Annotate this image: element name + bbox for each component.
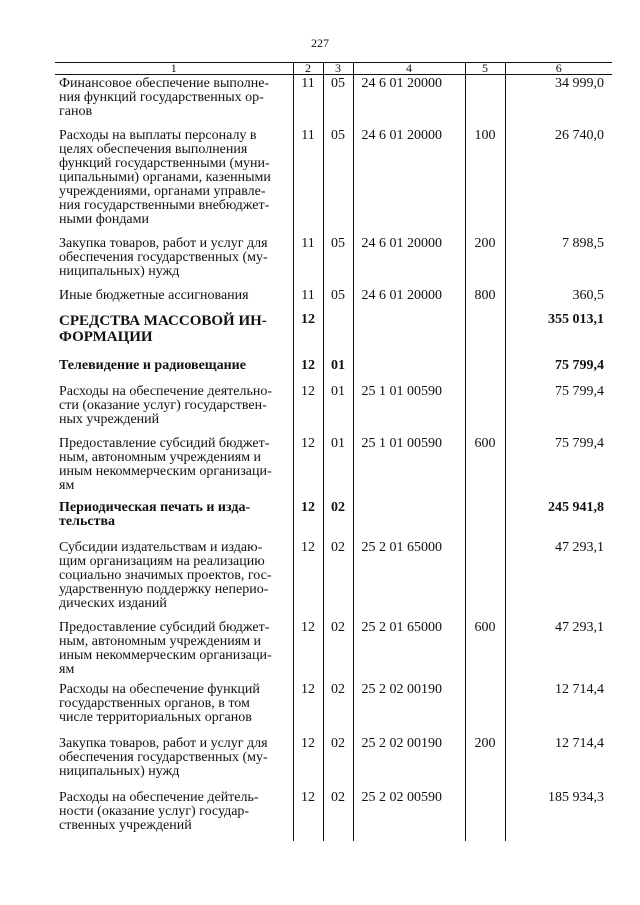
cell-subsection-code: 02 [323, 789, 353, 841]
cell-expense-type [465, 383, 505, 435]
cell-name: Расходы на обеспечение дейтель- ности (оказание услуг) государ- ственных учреждений [59, 789, 259, 833]
cell-amount: 245 941,8 [505, 499, 612, 539]
cell-expense-type: 800 [465, 287, 505, 311]
cell-name: Периодическая печать и изда- тельства [59, 499, 251, 529]
cell-target-article: 25 2 01 65000 [353, 619, 465, 681]
cell-expense-type [465, 681, 505, 735]
table-row [55, 499, 612, 539]
cell-expense-type: 100 [465, 127, 505, 235]
cell-expense-type: 200 [465, 235, 505, 287]
header-col-6: 6 [505, 63, 612, 75]
cell-expense-type: 600 [465, 435, 505, 499]
table-row [55, 357, 612, 383]
cell-amount: 12 714,4 [505, 735, 612, 789]
cell-subsection-code [323, 311, 353, 357]
cell-amount: 34 999,0 [505, 75, 612, 127]
cell-target-article: 25 2 02 00590 [353, 789, 465, 841]
cell-subsection-code: 05 [323, 127, 353, 235]
cell-amount: 7 898,5 [505, 235, 612, 287]
table-row [55, 681, 612, 735]
cell-section-code: 12 [293, 681, 323, 735]
cell-section-code: 12 [293, 539, 323, 619]
cell-target-article: 24 6 01 20000 [353, 235, 465, 287]
cell-section-code: 11 [293, 287, 323, 311]
budget-table-container [55, 62, 612, 841]
cell-amount: 12 714,4 [505, 681, 612, 735]
cell-amount: 26 740,0 [505, 127, 612, 235]
cell-section-code: 12 [293, 383, 323, 435]
cell-section-code: 12 [293, 435, 323, 499]
cell-subsection-code: 02 [323, 499, 353, 539]
table-row [55, 75, 612, 127]
cell-amount: 47 293,1 [505, 539, 612, 619]
cell-target-article: 25 2 02 00190 [353, 681, 465, 735]
cell-target-article: 25 2 01 65000 [353, 539, 465, 619]
header-col-4: 4 [353, 63, 465, 75]
table-row [55, 127, 612, 235]
header-row [55, 63, 612, 75]
cell-target-article [353, 311, 465, 357]
cell-name: Иные бюджетные ассигнования [59, 287, 249, 303]
cell-section-code: 12 [293, 789, 323, 841]
cell-amount: 47 293,1 [505, 619, 612, 681]
header-col-2: 2 [293, 63, 323, 75]
table-row [55, 619, 612, 681]
page-number: 227 [311, 36, 329, 50]
cell-expense-type [465, 75, 505, 127]
table-row [55, 287, 612, 311]
cell-subsection-code: 02 [323, 735, 353, 789]
cell-amount: 355 013,1 [505, 311, 612, 357]
cell-amount: 185 934,3 [505, 789, 612, 841]
cell-target-article: 24 6 01 20000 [353, 127, 465, 235]
header-col-3: 3 [323, 63, 353, 75]
cell-expense-type [465, 499, 505, 539]
cell-target-article: 25 1 01 00590 [353, 435, 465, 499]
table-header [55, 63, 612, 75]
header-col-1: 1 [55, 63, 293, 75]
cell-name: Предоставление субсидий бюджет- ным, автономным учреждениям и иным некоммерческим организаци- ям [59, 435, 272, 493]
table-body [55, 75, 612, 841]
cell-subsection-code: 01 [323, 357, 353, 383]
cell-subsection-code: 01 [323, 435, 353, 499]
cell-expense-type: 200 [465, 735, 505, 789]
cell-section-code: 11 [293, 127, 323, 235]
cell-expense-type [465, 311, 505, 357]
cell-name: Расходы на обеспечение функций государственных органов, в том числе территориальных органов [59, 681, 260, 725]
cell-target-article [353, 499, 465, 539]
cell-expense-type [465, 789, 505, 841]
cell-name: СРЕДСТВА МАССОВОЙ ИН- ФОРМАЦИИ [59, 312, 267, 345]
budget-table [55, 62, 612, 841]
cell-amount: 75 799,4 [505, 357, 612, 383]
cell-target-article: 25 1 01 00590 [353, 383, 465, 435]
cell-subsection-code: 05 [323, 235, 353, 287]
cell-expense-type [465, 539, 505, 619]
cell-subsection-code: 05 [323, 75, 353, 127]
cell-section-code: 12 [293, 499, 323, 539]
cell-subsection-code: 02 [323, 539, 353, 619]
cell-section-code: 11 [293, 75, 323, 127]
header-col-5: 5 [465, 63, 505, 75]
table-row [55, 383, 612, 435]
cell-name: Субсидии издательствам и издаю- щим организациям на реализацию социально значимых проектов, гос- ударственную поддержку неперио- дических изданий [59, 539, 272, 611]
table-row [55, 735, 612, 789]
cell-target-article: 24 6 01 20000 [353, 75, 465, 127]
table-row [55, 435, 612, 499]
table-row [55, 789, 612, 841]
cell-section-code: 12 [293, 735, 323, 789]
cell-name: Телевидение и радиовещание [59, 357, 246, 373]
cell-name: Расходы на обеспечение деятельно- сти (оказание услуг) государствен- ных учреждений [59, 383, 272, 427]
cell-section-code: 11 [293, 235, 323, 287]
cell-name: Предоставление субсидий бюджет- ным, автономным учреждениям и иным некоммерческим организаци- ям [59, 619, 272, 677]
cell-expense-type: 600 [465, 619, 505, 681]
cell-section-code: 12 [293, 357, 323, 383]
cell-section-code: 12 [293, 311, 323, 357]
cell-name: Закупка товаров, работ и услуг для обеспечения государственных (му- ниципальных) нужд [59, 735, 268, 779]
cell-amount: 75 799,4 [505, 435, 612, 499]
cell-subsection-code: 02 [323, 681, 353, 735]
cell-amount: 360,5 [505, 287, 612, 311]
cell-name: Финансовое обеспечение выполне- ния функций государственных ор- ганов [59, 76, 270, 119]
cell-subsection-code: 01 [323, 383, 353, 435]
cell-subsection-code: 05 [323, 287, 353, 311]
cell-target-article [353, 357, 465, 383]
cell-name: Расходы на выплаты персоналу в целях обеспечения выполнения функций государственными (муни- ципальными) органами, казенными учреждениями, органами управле- ния государственными внебюджет- ными фондами [59, 127, 271, 227]
cell-target-article: 25 2 02 00190 [353, 735, 465, 789]
cell-amount: 75 799,4 [505, 383, 612, 435]
cell-expense-type [465, 357, 505, 383]
cell-subsection-code: 02 [323, 619, 353, 681]
cell-name: Закупка товаров, работ и услуг для обеспечения государственных (му- ниципальных) нужд [59, 235, 268, 279]
table-row [55, 235, 612, 287]
table-row [55, 311, 612, 357]
table-row [55, 539, 612, 619]
cell-section-code: 12 [293, 619, 323, 681]
cell-target-article: 24 6 01 20000 [353, 287, 465, 311]
